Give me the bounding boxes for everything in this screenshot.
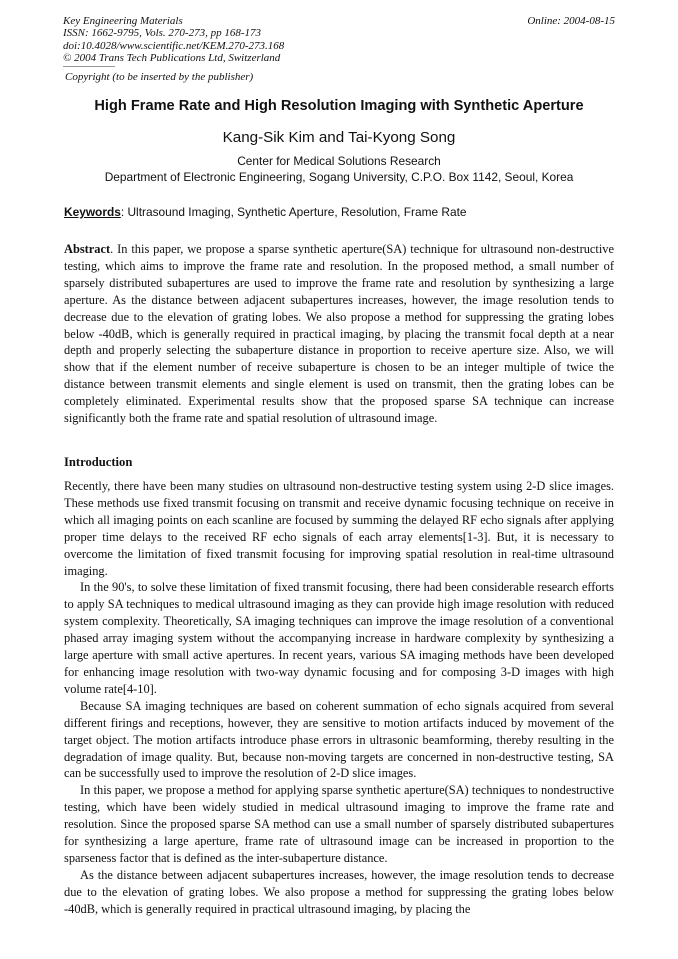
intro-paragraph-5: As the distance between adjacent subapertures increases, however, the image resolution tends to decrease due to the elevation of grating lobes. We also propose a method for suppressing the grating lobes below -40dB, which is generally required in practical ultrasound imaging, by placing the: [64, 867, 614, 916]
journal-name: Key Engineering Materials: [63, 15, 183, 27]
copyright-line: Copyright (to be inserted by the publisher): [65, 71, 254, 83]
affiliation-department: Department of Electronic Engineering, Sogang University, C.P.O. Box 1142, Seoul, Korea: [104, 170, 574, 184]
keywords: [64, 205, 467, 219]
keywords-label: Keywords: [64, 205, 121, 219]
abstract: [64, 241, 614, 427]
abstract-text: . In this paper, we propose a sparse synthetic aperture(SA) technique for ultrasound non-destructive testing, which aims to improve the frame rate and resolution. In the proposed method, a small number of sparsely distributed subapertures are used to improve the frame rate and resolution by synthesizing a large aperture. As the distance between adjacent subapertures increases, however, the image resolution tends to decrease due to the elevation of grating lobes. We also propose a method for suppressing the grating lobes below -40dB, which is generally required in practical imaging, by placing the transmit focal depth at a near depth and properly selecting the subaperture distance in proportion to receive aperture size. Also, we will show that if the element number of receive subaperture is chosen to be an integer multiple of twice the distance between transmit elements and single element is used on transmit, then the grating lobes can be completely eliminated. Experimental results show that the proposed sparse SA technique can increase significantly both the frame rate and spatial resolution of ultrasound image.: [64, 242, 614, 426]
keywords-separator: :: [120, 205, 125, 219]
introduction-heading: Introduction: [64, 455, 133, 469]
intro-paragraph-2: In the 90's, to solve these limitation of fixed transmit focusing, there had been considerable research efforts to apply SA techniques to medical ultrasound imaging as they can provide high image resolution with reduced system complexity. Theoretically, SA imaging techniques can improve the image resolution of a conventional phased array imaging system without the accompanying increase in hardware complexity by synthesizing a large aperture with small active apertures. In recent years, various SA imaging methods have been developed for enhancing image resolution with two-way dynamic focusing and for composing 3-D images with high volume rate[4-10].: [64, 580, 614, 696]
keywords-text: Ultrasound Imaging, Synthetic Aperture, Resolution, Frame Rate: [124, 205, 467, 219]
authors: Kang-Sik Kim and Tai-Kyong Song: [222, 129, 456, 146]
intro-paragraph-4: In this paper, we propose a method for applying sparse synthetic aperture(SA) techniques to nondestructive testing, which have been widely studied in medical ultrasound imaging to improve the frame rate and resolution. Since the proposed sparse SA method can use a small number of sparsely distributed subapertures for synthesizing a large aperture, frame rate of ultrasound image can be increased in proportion to the sparseness factor that is defined as the inter-subaperture distance.: [64, 783, 614, 865]
intro-paragraph-1: Recently, there have been many studies on ultrasound non-destructive testing system using 2-D slice images. These methods use fixed transmit focusing on transmit and receive dynamic focusing technique on receive in which all imaging points on each scanline are focused by summing the delayed RF echo signals after applying proper time delays to the received RF echo signals of each array elements[1-3]. But, it is necessary to overcome the limitation of fixed transmit focusing for improving spatial resolution in real-time ultrasound imaging.: [64, 479, 614, 578]
affiliation-center: Center for Medical Solutions Research: [237, 154, 441, 168]
online-date: Online: 2004-08-15: [527, 15, 615, 27]
paper-title: High Frame Rate and High Resolution Imaging with Synthetic Aperture: [94, 98, 584, 114]
issn-line: ISSN: 1662-9795, Vols. 270-273, pp 168-173: [63, 27, 261, 40]
abstract-label: Abstract: [64, 242, 111, 256]
header-rule: [63, 66, 115, 67]
doi-line: doi:10.4028/www.scientific.net/KEM.270-273.168: [63, 39, 285, 52]
introduction-body: [64, 478, 614, 918]
intro-paragraph-3: Because SA imaging techniques are based on coherent summation of echo signals acquired from several different firings and receptions, however, they are sensitive to motion artifacts induced by movement of the target object. The motion artifacts introduce phase errors in ultrasonic beamforming, thereby resulting in the degradation of image quality. But, because non-moving targets are concerned in non-destructive testing, SA can be successfully used to improve the resolution of 2-D slice images.: [64, 698, 614, 781]
publisher-line: © 2004 Trans Tech Publications Ltd, Switzerland: [63, 51, 281, 64]
journal-header: [63, 15, 615, 64]
